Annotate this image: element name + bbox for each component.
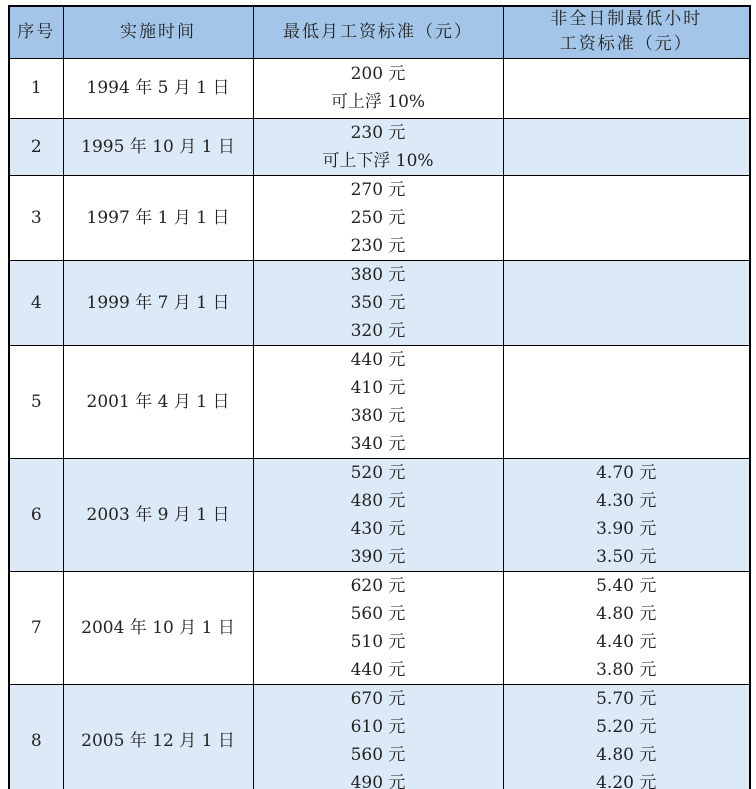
cell-implementation-date-line: 1997 年 1 月 1 日 bbox=[86, 207, 230, 228]
cell-hourly-wage-line: 4.20 元 bbox=[596, 772, 657, 789]
cell-implementation-date-line: 2004 年 10 月 1 日 bbox=[81, 617, 235, 638]
cell-monthly-wage-line: 430 元 bbox=[350, 518, 406, 539]
cell-hourly-wage bbox=[503, 684, 750, 789]
cell-implementation-date bbox=[63, 260, 253, 345]
cell-monthly-wage bbox=[253, 345, 503, 458]
cell-serial-number bbox=[9, 260, 63, 345]
cell-monthly-wage-line: 620 元 bbox=[350, 575, 406, 596]
cell-hourly-wage bbox=[503, 458, 750, 571]
cell-serial-number bbox=[9, 684, 63, 789]
cell-implementation-date bbox=[63, 571, 253, 684]
header-serial-number bbox=[9, 6, 63, 58]
cell-serial-number bbox=[9, 175, 63, 260]
cell-implementation-date-line: 2005 年 12 月 1 日 bbox=[81, 730, 235, 751]
cell-monthly-wage bbox=[253, 684, 503, 789]
cell-monthly-wage-line: 490 元 bbox=[350, 772, 406, 789]
cell-monthly-wage bbox=[253, 571, 503, 684]
cell-monthly-wage bbox=[253, 58, 503, 118]
cell-hourly-wage bbox=[503, 345, 750, 458]
cell-serial-number bbox=[9, 345, 63, 458]
cell-monthly-wage-line: 270 元 bbox=[350, 179, 406, 200]
cell-implementation-date-line: 1995 年 10 月 1 日 bbox=[81, 136, 235, 157]
cell-serial-number-line: 6 bbox=[30, 504, 42, 525]
cell-monthly-wage-line: 380 元 bbox=[350, 264, 406, 285]
cell-implementation-date bbox=[63, 175, 253, 260]
cell-implementation-date-line: 2003 年 9 月 1 日 bbox=[86, 504, 230, 525]
cell-hourly-wage-line: 4.70 元 bbox=[596, 462, 657, 483]
cell-hourly-wage-line: 4.80 元 bbox=[596, 603, 657, 624]
table-row bbox=[9, 175, 750, 260]
cell-monthly-wage-line: 可上下浮 10% bbox=[322, 150, 434, 171]
cell-monthly-wage-line: 440 元 bbox=[350, 349, 406, 370]
table-header-row bbox=[9, 6, 750, 58]
cell-monthly-wage-line: 560 元 bbox=[350, 744, 406, 765]
header-monthly-wage bbox=[253, 6, 503, 58]
cell-serial-number-line: 4 bbox=[30, 292, 42, 313]
cell-implementation-date bbox=[63, 684, 253, 789]
cell-monthly-wage-line: 230 元 bbox=[350, 235, 406, 256]
cell-implementation-date bbox=[63, 58, 253, 118]
cell-implementation-date-line: 1994 年 5 月 1 日 bbox=[86, 78, 230, 98]
cell-hourly-wage bbox=[503, 58, 750, 118]
header-implementation-date bbox=[63, 6, 253, 58]
cell-hourly-wage bbox=[503, 571, 750, 684]
header-hourly-wage bbox=[503, 6, 750, 58]
cell-hourly-wage-line: 3.90 元 bbox=[596, 518, 657, 539]
cell-monthly-wage-line: 320 元 bbox=[350, 320, 406, 341]
table-row bbox=[9, 260, 750, 345]
table-row bbox=[9, 118, 750, 175]
cell-implementation-date-line: 1999 年 7 月 1 日 bbox=[86, 292, 230, 313]
cell-monthly-wage-line: 520 元 bbox=[350, 462, 406, 483]
header-hourly-wage-label-line2: 工资标准（元） bbox=[559, 34, 693, 55]
table-row bbox=[9, 58, 750, 118]
cell-monthly-wage bbox=[253, 260, 503, 345]
cell-serial-number-line: 8 bbox=[30, 730, 42, 751]
cell-serial-number bbox=[9, 458, 63, 571]
cell-monthly-wage-line: 610 元 bbox=[350, 716, 406, 737]
header-monthly-wage-label: 最低月工资标准（元） bbox=[283, 21, 473, 42]
table-body bbox=[9, 58, 750, 789]
table-row bbox=[9, 571, 750, 684]
cell-implementation-date bbox=[63, 345, 253, 458]
cell-monthly-wage-line: 390 元 bbox=[350, 546, 406, 567]
cell-hourly-wage-line: 4.30 元 bbox=[596, 490, 657, 511]
cell-monthly-wage-line: 可上浮 10% bbox=[330, 92, 426, 112]
cell-monthly-wage bbox=[253, 458, 503, 571]
cell-hourly-wage bbox=[503, 118, 750, 175]
cell-hourly-wage-line: 4.40 元 bbox=[596, 631, 657, 652]
cell-serial-number bbox=[9, 118, 63, 175]
cell-hourly-wage-line: 5.70 元 bbox=[596, 688, 657, 709]
cell-serial-number-line: 5 bbox=[30, 391, 42, 412]
cell-hourly-wage-line: 3.50 元 bbox=[596, 546, 657, 567]
cell-serial-number-line: 3 bbox=[30, 207, 42, 228]
cell-serial-number-line: 1 bbox=[30, 78, 42, 98]
header-serial-number-label: 序号 bbox=[17, 21, 56, 42]
cell-serial-number bbox=[9, 571, 63, 684]
cell-monthly-wage-line: 380 元 bbox=[350, 405, 406, 426]
cell-serial-number-line: 7 bbox=[30, 617, 42, 638]
cell-hourly-wage bbox=[503, 260, 750, 345]
cell-monthly-wage-line: 510 元 bbox=[350, 631, 406, 652]
cell-serial-number-line: 2 bbox=[30, 136, 42, 157]
cell-hourly-wage-line: 5.20 元 bbox=[596, 716, 657, 737]
cell-implementation-date bbox=[63, 118, 253, 175]
cell-hourly-wage-line: 5.40 元 bbox=[596, 575, 657, 596]
cell-monthly-wage-line: 440 元 bbox=[350, 659, 406, 680]
cell-serial-number bbox=[9, 58, 63, 118]
cell-hourly-wage-line: 3.80 元 bbox=[596, 659, 657, 680]
cell-monthly-wage bbox=[253, 118, 503, 175]
cell-monthly-wage-line: 670 元 bbox=[350, 688, 406, 709]
cell-monthly-wage-line: 480 元 bbox=[350, 490, 406, 511]
cell-hourly-wage bbox=[503, 175, 750, 260]
cell-implementation-date bbox=[63, 458, 253, 571]
header-hourly-wage-label-line1: 非全日制最低小时 bbox=[550, 9, 703, 30]
cell-hourly-wage-line: 4.80 元 bbox=[596, 744, 657, 765]
table-row bbox=[9, 684, 750, 789]
cell-implementation-date-line: 2001 年 4 月 1 日 bbox=[86, 391, 230, 412]
cell-monthly-wage-line: 230 元 bbox=[350, 122, 406, 143]
cell-monthly-wage-line: 560 元 bbox=[350, 603, 406, 624]
table-row bbox=[9, 345, 750, 458]
cell-monthly-wage-line: 410 元 bbox=[350, 377, 406, 398]
cell-monthly-wage-line: 350 元 bbox=[350, 292, 406, 313]
minimum-wage-table bbox=[8, 5, 751, 789]
header-implementation-date-label: 实施时间 bbox=[120, 21, 196, 42]
cell-monthly-wage-line: 250 元 bbox=[350, 207, 406, 228]
cell-monthly-wage bbox=[253, 175, 503, 260]
table-row bbox=[9, 458, 750, 571]
cell-monthly-wage-line: 200 元 bbox=[350, 64, 406, 84]
cell-monthly-wage-line: 340 元 bbox=[350, 433, 406, 454]
